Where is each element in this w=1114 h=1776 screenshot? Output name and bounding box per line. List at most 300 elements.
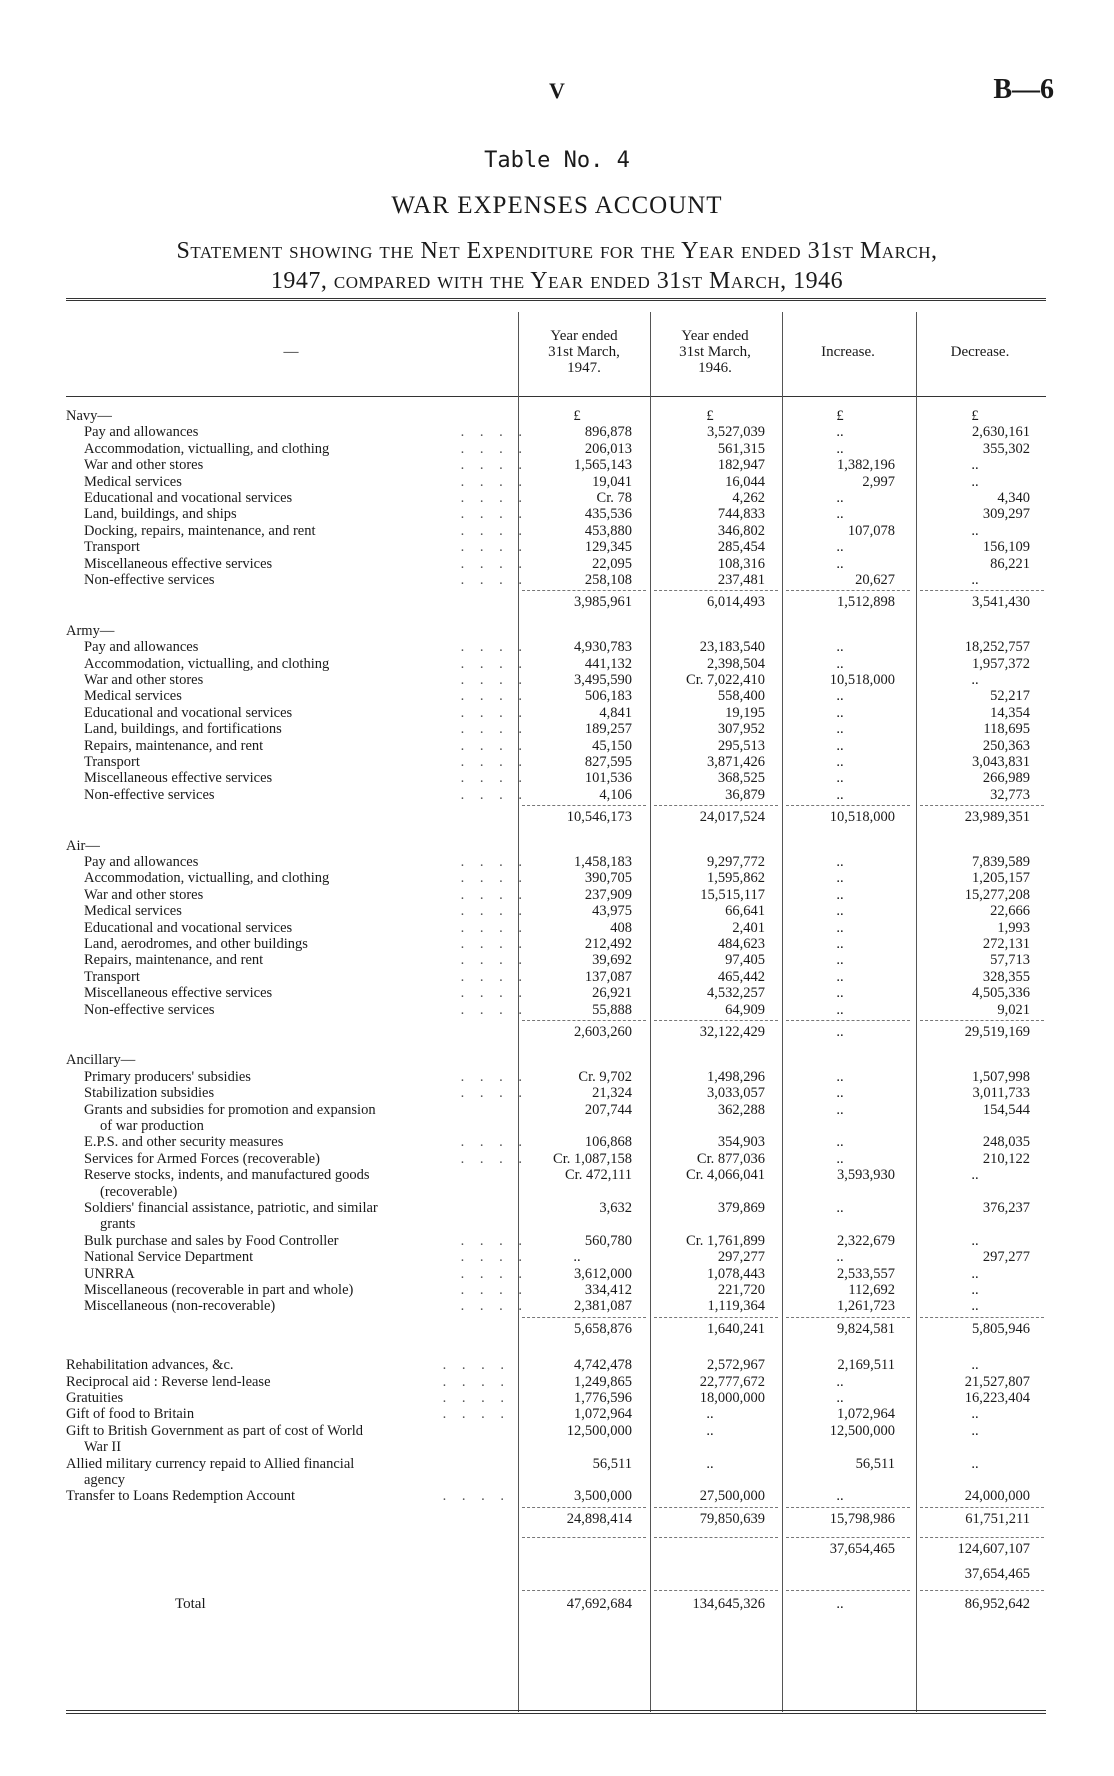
- row-label: [66, 1423, 516, 1440]
- cell-c2: 297,277: [717, 1249, 765, 1266]
- cell-c3: 12,500,000: [829, 1422, 895, 1439]
- subtotal-rule: [654, 1317, 778, 1318]
- row-label-text: Educational and vocational services: [84, 919, 293, 936]
- row-label-text: Accommodation, victualling, and clothing: [84, 870, 330, 887]
- cell-c4: ..: [971, 1455, 979, 1472]
- cell-c2: Cr. 7,022,410: [686, 672, 765, 688]
- cell-c4: ..: [971, 672, 979, 688]
- cell-c2: Cr. 4,066,041: [686, 1167, 765, 1184]
- cell-c4: 23,989,351: [964, 809, 1030, 826]
- row-label: [84, 424, 534, 441]
- row-label-text: War and other stores: [84, 886, 204, 903]
- row-label-text: Miscellaneous effective services: [84, 555, 273, 572]
- cell-c3: 15,798,986: [829, 1510, 895, 1527]
- cell-c1: 12,500,000: [566, 1422, 632, 1439]
- row-label-text: Non-effective services: [84, 786, 215, 803]
- row-label-text: Medical services: [84, 688, 182, 705]
- cell-c2: 64,909: [725, 1001, 765, 1018]
- row-label-text: Gift to British Government as part of cost of World: [66, 1422, 363, 1439]
- cell-c2: 3,033,057: [707, 1085, 765, 1102]
- cell-c4: ..: [971, 1232, 979, 1249]
- row-label: [66, 1406, 516, 1423]
- leader-dots: . . . .: [460, 737, 528, 754]
- cell-c2: 4,262: [732, 490, 765, 506]
- subtotal-rule: [522, 1020, 646, 1021]
- leader-dots: . . . .: [460, 506, 528, 523]
- cell-c2: 23,183,540: [699, 639, 765, 656]
- row-label-text: Bulk purchase and sales by Food Controller: [84, 1232, 339, 1249]
- total-rule: [920, 1590, 1044, 1591]
- bottom-rule-double: [66, 1713, 1046, 1714]
- cell-c4: 376,237: [982, 1200, 1030, 1216]
- cell-c1: 212,492: [584, 936, 632, 952]
- cell-c2: 285,454: [717, 539, 765, 556]
- row-label: [84, 1249, 534, 1266]
- cell-c4: 309,297: [982, 506, 1030, 523]
- cell-c2: £: [706, 408, 714, 424]
- cell-c2: 1,078,443: [707, 1265, 765, 1282]
- leader-dots: . . . .: [460, 639, 528, 656]
- row-label: [84, 572, 534, 589]
- cell-c3: ..: [836, 1249, 844, 1266]
- cell-c3: ..: [836, 440, 844, 457]
- row-label-text: Land, buildings, and fortifications: [84, 721, 282, 738]
- cell-c3: 2,997: [862, 473, 895, 490]
- leader-dots: . . . .: [460, 1232, 528, 1249]
- cell-c4: 14,354: [990, 704, 1030, 721]
- row-label: [66, 1488, 516, 1505]
- cell-c2: ..: [706, 1422, 714, 1439]
- row-label-text: Medical services: [84, 903, 182, 920]
- cell-c4: 154,544: [982, 1101, 1030, 1118]
- cell-c1: 4,930,783: [574, 639, 632, 656]
- cell-c4: 156,109: [982, 539, 1030, 556]
- cell-c4: 297,277: [982, 1249, 1030, 1266]
- cell-c1: 827,595: [584, 754, 632, 770]
- page-roman-numeral: V: [549, 78, 565, 103]
- cell-c4: ..: [971, 522, 979, 539]
- leader-dots: . . . .: [460, 1068, 528, 1085]
- cell-c4: 1,957,372: [972, 655, 1030, 672]
- cell-c2: 134,645,326: [692, 1596, 765, 1612]
- cell-c4: 4,340: [997, 490, 1030, 506]
- subtotal-rule: [920, 1317, 1044, 1318]
- cell-c3: 9,824,581: [837, 1320, 895, 1337]
- cell-c4: ..: [971, 1265, 979, 1282]
- row-label: [84, 1069, 534, 1086]
- row-label-text: E.P.S. and other security measures: [84, 1134, 284, 1151]
- cell-c1: 10,546,173: [566, 809, 632, 826]
- cell-c3: 10,518,000: [829, 809, 895, 826]
- cell-c2: 1,119,364: [707, 1298, 765, 1315]
- leader-dots: . . . .: [442, 1488, 510, 1505]
- row-label-text: agency: [84, 1472, 126, 1488]
- subtotal-rule: [920, 1020, 1044, 1021]
- cell-c1: 237,909: [584, 886, 632, 903]
- cell-c1: 2,603,260: [574, 1024, 632, 1040]
- row-label: [84, 1472, 534, 1489]
- row-label: [84, 523, 534, 540]
- leader-dots: . . . .: [460, 952, 528, 969]
- total-rule: [786, 1590, 910, 1591]
- cell-c2: 2,401: [732, 919, 765, 936]
- row-label-text: Allied military currency repaid to Allied financial: [66, 1455, 355, 1472]
- cell-c4: 328,355: [982, 968, 1030, 985]
- row-label-text: Transport: [84, 539, 140, 556]
- cell-c4: 124,607,107: [957, 1541, 1030, 1558]
- row-label-text: Gratuities: [66, 1390, 124, 1406]
- cell-c2: 18,000,000: [699, 1390, 765, 1406]
- cell-c2: 221,720: [717, 1282, 765, 1298]
- cell-c1: 26,921: [592, 985, 632, 1002]
- row-label: [84, 738, 534, 755]
- cell-c4: 7,839,589: [972, 854, 1030, 870]
- table-number: Table No. 4: [484, 148, 630, 173]
- row-label-text: Land, aerodromes, and other buildings: [84, 936, 308, 952]
- cell-c2: 1,640,241: [707, 1320, 765, 1337]
- row-label-text: Non-effective services: [84, 1001, 215, 1018]
- leader-dots: . . . .: [460, 672, 528, 688]
- cell-c4: 22,666: [990, 903, 1030, 920]
- leader-dots: . . . .: [460, 721, 528, 738]
- cell-c1: 1,565,143: [574, 457, 632, 474]
- cell-c1: 47,692,684: [566, 1596, 632, 1612]
- row-label: [84, 1134, 534, 1151]
- subtotal-rule: [786, 1020, 910, 1021]
- row-label-text: Rehabilitation advances, &c.: [66, 1357, 234, 1374]
- row-label: [66, 1390, 516, 1407]
- cell-c4: 250,363: [982, 737, 1030, 754]
- cell-c3: ..: [836, 886, 844, 903]
- cell-c2: 9,297,772: [707, 854, 765, 870]
- subtotal-rule: [786, 1537, 910, 1538]
- col-head-1946: Year ended 31st March, 1946.: [679, 328, 751, 376]
- cell-c1: 1,458,183: [574, 854, 632, 870]
- cell-c3: ..: [836, 919, 844, 936]
- cell-c3: 3,593,930: [837, 1167, 895, 1184]
- leader-dots: . . . .: [460, 936, 528, 952]
- cell-c3: ..: [836, 555, 844, 572]
- row-label-text: Pay and allowances: [84, 639, 199, 656]
- row-label: [84, 1233, 534, 1250]
- leader-dots: . . . .: [460, 424, 528, 441]
- cell-c1: 441,132: [584, 655, 632, 672]
- leader-dots: . . . .: [460, 968, 528, 985]
- cell-c2: 368,525: [717, 770, 765, 787]
- cell-c4: 210,122: [982, 1150, 1030, 1167]
- cell-c4: 61,751,211: [965, 1510, 1030, 1527]
- row-label: [84, 770, 534, 787]
- row-label: [84, 870, 534, 887]
- row-label: [84, 474, 534, 491]
- cell-c2: ..: [706, 1455, 714, 1472]
- cell-c3: ..: [836, 737, 844, 754]
- cell-c3: ..: [836, 639, 844, 656]
- cell-c1: 2,381,087: [574, 1298, 632, 1315]
- cell-c1: 39,692: [592, 952, 632, 969]
- row-label-text: Grants and subsidies for promotion and expansion: [84, 1101, 376, 1118]
- cell-c2: 97,405: [725, 952, 765, 969]
- row-label: [84, 1298, 534, 1315]
- row-label: [84, 920, 534, 937]
- cell-c3: ..: [836, 1024, 844, 1040]
- cell-c2: 2,572,967: [707, 1357, 765, 1374]
- leader-dots: . . . .: [460, 1150, 528, 1167]
- row-label: [84, 969, 534, 986]
- row-label-text: Non-effective services: [84, 572, 215, 588]
- subtotal-rule: [654, 1507, 778, 1508]
- cell-c1: 22,095: [592, 555, 632, 572]
- leader-dots: . . . .: [460, 655, 528, 672]
- leader-dots: . . . .: [460, 539, 528, 556]
- row-label-text: War II: [84, 1439, 122, 1456]
- cell-c4: ..: [971, 457, 979, 474]
- cell-c3: 2,322,679: [837, 1232, 895, 1249]
- row-label: [84, 688, 534, 705]
- cell-c4: 118,695: [983, 721, 1030, 738]
- row-label-text: Air—: [66, 837, 100, 854]
- row-label-text: Transfer to Loans Redemption Account: [66, 1488, 296, 1505]
- leader-dots: . . . .: [460, 985, 528, 1002]
- leader-dots: . . . .: [460, 572, 528, 588]
- leader-dots: . . . .: [460, 903, 528, 920]
- cell-c2: 465,442: [717, 968, 765, 985]
- cell-c1: 896,878: [584, 424, 632, 441]
- leader-dots: . . . .: [442, 1390, 510, 1406]
- cell-c4: ..: [971, 1167, 979, 1184]
- cell-c3: 2,169,511: [837, 1357, 895, 1374]
- cell-c3: 20,627: [855, 572, 895, 588]
- cell-c2: 1,498,296: [707, 1068, 765, 1085]
- row-label-text: Miscellaneous effective services: [84, 770, 273, 787]
- col-head-1947: Year ended 31st March, 1947.: [548, 328, 620, 376]
- cell-c1: 408: [610, 919, 632, 936]
- cell-c3: ..: [836, 1085, 844, 1102]
- cell-c4: 1,205,157: [972, 870, 1030, 887]
- cell-c4: 86,952,642: [964, 1596, 1030, 1612]
- row-label-text: Accommodation, victualling, and clothing: [84, 655, 330, 672]
- cell-c3: ..: [836, 506, 844, 523]
- cell-c2: 19,195: [725, 704, 765, 721]
- row-label-text: Educational and vocational services: [84, 704, 293, 721]
- cell-c4: ..: [971, 1406, 979, 1423]
- cell-c1: 207,744: [584, 1101, 632, 1118]
- leader-dots: . . . .: [460, 770, 528, 787]
- row-label-text: Educational and vocational services: [84, 490, 293, 506]
- section-heading: [66, 1052, 516, 1069]
- row-label: [84, 721, 534, 738]
- cell-c2: 6,014,493: [707, 594, 765, 611]
- cell-c2: 3,871,426: [707, 754, 765, 770]
- cell-c2: 108,316: [717, 555, 765, 572]
- leader-dots: . . . .: [460, 1282, 528, 1298]
- cell-c2: 307,952: [717, 721, 765, 738]
- cell-c2: 66,641: [725, 903, 765, 920]
- row-label-text: Reciprocal aid : Reverse lend-lease: [66, 1373, 271, 1390]
- cell-c2: 22,777,672: [699, 1373, 765, 1390]
- cell-c1: 3,500,000: [574, 1488, 632, 1505]
- row-label: [84, 705, 534, 722]
- row-label-text: National Service Department: [84, 1249, 254, 1266]
- row-label: [84, 539, 534, 556]
- cell-c3: ..: [836, 854, 844, 870]
- row-label: [66, 1456, 516, 1473]
- col-head-description: —: [283, 344, 299, 360]
- cell-c1: £: [573, 408, 581, 424]
- cell-c4: ..: [971, 572, 979, 588]
- row-label: [84, 556, 534, 573]
- row-label: [84, 985, 534, 1002]
- page-reference: B—6: [993, 74, 1054, 105]
- cell-c3: 112,692: [848, 1282, 895, 1298]
- row-label-text: Land, buildings, and ships: [84, 506, 237, 523]
- cell-c3: 56,511: [855, 1455, 895, 1472]
- total-label: Total: [175, 1596, 206, 1612]
- cell-c3: ..: [836, 952, 844, 969]
- leader-dots: . . . .: [460, 870, 528, 887]
- row-label: [84, 1266, 534, 1283]
- cell-c3: ..: [836, 870, 844, 887]
- cell-c4: 57,713: [990, 952, 1030, 969]
- cell-c3: ..: [836, 1150, 844, 1167]
- cell-c3: 2,533,557: [837, 1265, 895, 1282]
- cell-c2: 237,481: [717, 572, 765, 588]
- row-label-text: Miscellaneous (recoverable in part and whole): [84, 1282, 354, 1298]
- leader-dots: . . . .: [442, 1357, 510, 1374]
- leader-dots: . . . .: [460, 1001, 528, 1018]
- row-label: [84, 903, 534, 920]
- leader-dots: . . . .: [460, 490, 528, 506]
- cell-c3: ..: [836, 1596, 844, 1612]
- cell-c4: 248,035: [982, 1134, 1030, 1151]
- cell-c4: 9,021: [997, 1001, 1030, 1018]
- col-head-decrease: Decrease.: [950, 344, 1010, 360]
- cell-c3: ..: [836, 1200, 844, 1216]
- leader-dots: . . . .: [460, 473, 528, 490]
- cell-c2: Cr. 1,761,899: [686, 1232, 765, 1249]
- row-label: [84, 1282, 534, 1299]
- cell-c1: 4,841: [599, 704, 632, 721]
- row-label-text: Transport: [84, 968, 140, 985]
- cell-c1: 189,257: [584, 721, 632, 738]
- table-title: WAR EXPENSES ACCOUNT: [391, 192, 723, 219]
- row-label: [84, 887, 534, 904]
- cell-c1: 334,412: [584, 1282, 632, 1298]
- row-label-text: Miscellaneous (non-recoverable): [84, 1298, 276, 1315]
- leader-dots: . . . .: [460, 522, 528, 539]
- cell-c1: 506,183: [584, 688, 632, 705]
- cell-c1: 3,612,000: [574, 1265, 632, 1282]
- cell-c4: 86,221: [990, 555, 1030, 572]
- cell-c3: 1,382,196: [837, 457, 895, 474]
- cell-c1: 56,511: [592, 1455, 632, 1472]
- cell-c3: ..: [836, 704, 844, 721]
- cell-c1: Cr. 1,087,158: [553, 1150, 632, 1167]
- subtotal-rule: [786, 805, 910, 806]
- cell-c4: 21,527,807: [964, 1373, 1030, 1390]
- cell-c3: ..: [836, 688, 844, 705]
- cell-c3: 107,078: [847, 522, 895, 539]
- cell-c3: ..: [836, 655, 844, 672]
- cell-c3: 1,072,964: [837, 1406, 895, 1423]
- cell-c2: 24,017,524: [699, 809, 765, 826]
- row-label: [66, 1357, 516, 1374]
- cell-c4: ..: [971, 1298, 979, 1315]
- row-label-text: Gift of food to Britain: [66, 1406, 195, 1423]
- row-label: [84, 854, 534, 871]
- cell-c2: 484,623: [717, 936, 765, 952]
- row-label: [84, 952, 534, 969]
- cell-c2: 558,400: [717, 688, 765, 705]
- subtotal-rule: [920, 590, 1044, 591]
- cell-c1: 3,985,961: [574, 594, 632, 611]
- row-label: [84, 672, 534, 689]
- leader-dots: . . . .: [460, 919, 528, 936]
- leader-dots: . . . .: [460, 1298, 528, 1315]
- row-label-text: War and other stores: [84, 457, 204, 474]
- leader-dots: . . . .: [460, 688, 528, 705]
- total-rule: [522, 1590, 646, 1591]
- cell-c1: Cr. 9,702: [578, 1068, 632, 1085]
- leader-dots: . . . .: [460, 854, 528, 870]
- row-label: [84, 506, 534, 523]
- cell-c4: 24,000,000: [964, 1488, 1030, 1505]
- cell-c1: 5,658,876: [574, 1320, 632, 1337]
- cell-c2: 4,532,257: [707, 985, 765, 1002]
- section-heading: [66, 623, 516, 640]
- subtotal-rule: [654, 590, 778, 591]
- cell-c1: 4,106: [599, 786, 632, 803]
- cell-c3: £: [836, 408, 844, 424]
- subtotal-rule: [654, 1020, 778, 1021]
- cell-c1: 21,324: [592, 1085, 632, 1102]
- cell-c3: ..: [836, 936, 844, 952]
- row-label: [84, 490, 534, 507]
- bottom-rule: [66, 1710, 1046, 1711]
- cell-c3: ..: [836, 770, 844, 787]
- row-label-text: UNRRA: [84, 1265, 135, 1282]
- cell-c1: 1,249,865: [574, 1373, 632, 1390]
- row-label: [84, 787, 534, 804]
- cell-c1: 453,880: [584, 522, 632, 539]
- row-label-text: Soldiers' financial assistance, patriotic, and similar: [84, 1200, 378, 1216]
- cell-c3: ..: [836, 490, 844, 506]
- cell-c3: ..: [836, 754, 844, 770]
- cell-c4: 5,805,946: [972, 1320, 1030, 1337]
- cell-c4: ..: [971, 1357, 979, 1374]
- cell-c1: 137,087: [584, 968, 632, 985]
- cell-c2: 36,879: [725, 786, 765, 803]
- subtotal-rule: [654, 1537, 778, 1538]
- cell-c2: 16,044: [725, 473, 765, 490]
- cell-c3: 37,654,465: [829, 1541, 895, 1558]
- section-heading: [66, 408, 516, 425]
- cell-c4: 32,773: [990, 786, 1030, 803]
- row-label: [66, 1374, 516, 1391]
- cell-c1: 1,776,596: [574, 1390, 632, 1406]
- cell-c4: 52,217: [990, 688, 1030, 705]
- cell-c4: ..: [971, 473, 979, 490]
- row-label: [84, 754, 534, 771]
- cell-c3: ..: [836, 1390, 844, 1406]
- cell-c4: 1,507,998: [972, 1068, 1030, 1085]
- row-label: [84, 1151, 534, 1168]
- cell-c4: ..: [971, 1422, 979, 1439]
- section-heading: [66, 838, 516, 855]
- cell-c4: 3,011,733: [972, 1085, 1030, 1102]
- cell-c4: 37,654,465: [964, 1565, 1030, 1582]
- cell-c1: 19,041: [592, 473, 632, 490]
